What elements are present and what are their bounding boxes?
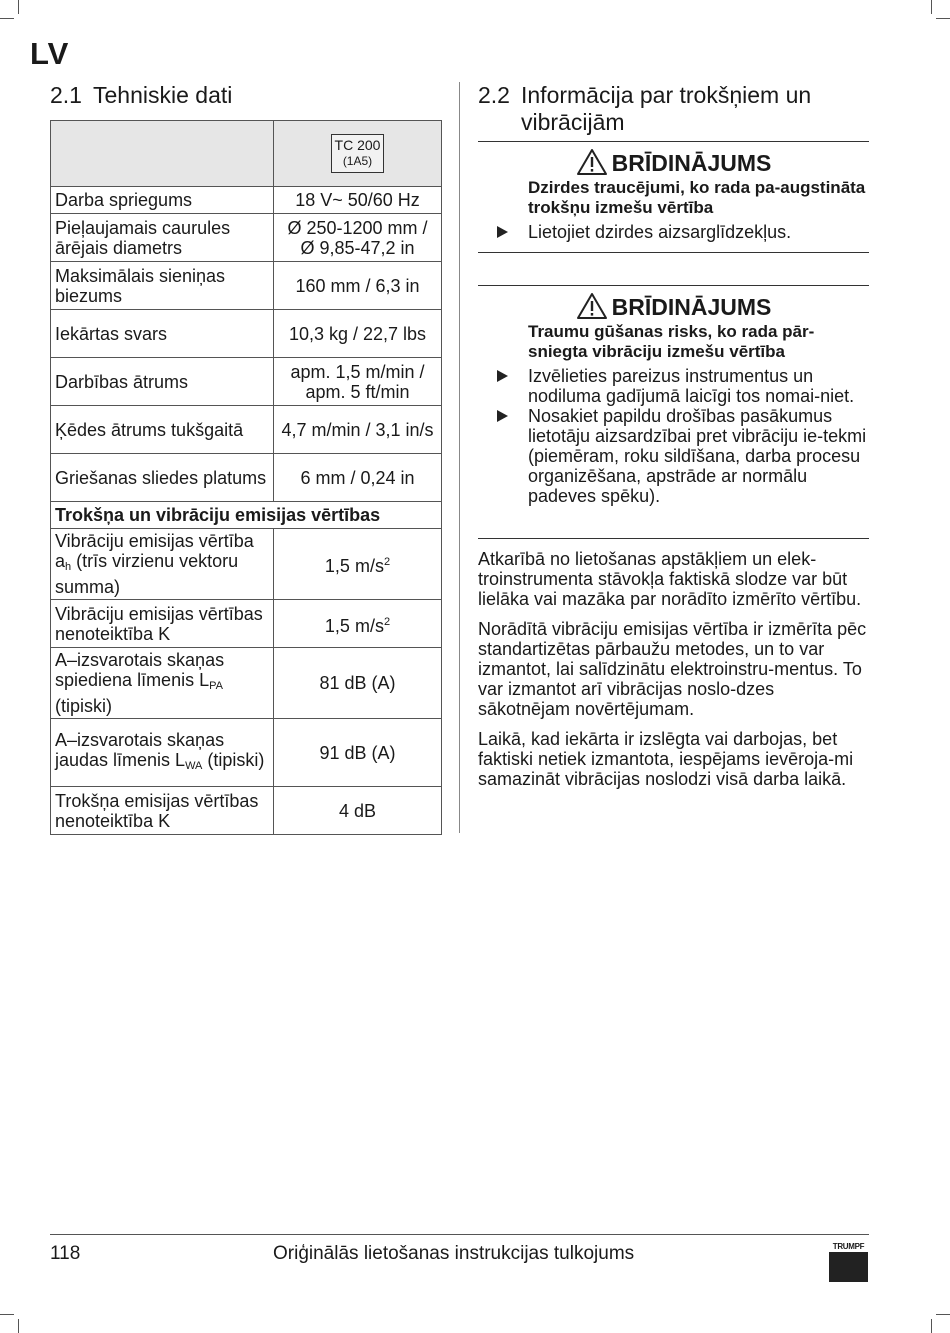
bullet-triangle-icon: [497, 370, 508, 382]
crop-mark: [931, 1319, 932, 1333]
paragraph: Atkarībā no lietošanas apstākļiem un elek-troinstrumenta stāvokļa faktiskā slodze var būt lielāka vai mazāka par norādīto izmērīto vērtību.: [478, 549, 862, 609]
value-text: 1,5 m/s: [324, 615, 384, 636]
warning-list: [478, 222, 869, 242]
label-text: Vibrāciju emisijas vērtības nenoteiktība K: [55, 603, 263, 644]
value-text: 91 dB (A): [319, 742, 396, 763]
logo-text: TRUMPF: [832, 1242, 865, 1251]
paragraph: Norādītā vibrāciju emisijas vērtība ir izmērīta pēc standartizētas pārbaužu metodes, un to var izmantot, lai salīdzinātu elektroinstru-mentus. To var izmantot arī vibrācijas noslo-dzes sākotnējam novērtējumam.: [478, 619, 867, 719]
bullet-triangle-icon: [497, 226, 508, 238]
crop-mark: [931, 0, 932, 14]
spec-value: 6 mm / 0,24 in: [274, 454, 442, 502]
group-header: Trokšņa un vibrāciju emisijas vērtības: [51, 502, 442, 529]
label-text: Vibrāciju emisijas vērtība a: [55, 531, 254, 571]
table-header-row: [51, 121, 442, 187]
table-row: [51, 358, 442, 406]
warning-subheading: Dzirdes traucējumi, ko rada pa-augstināta trokšņu izmešu vērtība: [528, 178, 866, 217]
warning-triangle-icon: [576, 148, 608, 176]
spec-label: Darbības ātrums: [51, 358, 274, 406]
emission-value: [274, 719, 442, 787]
technical-data-table: [50, 120, 442, 835]
model-name: TC 200: [334, 137, 381, 153]
label-subscript: PA: [209, 680, 223, 692]
spec-value: Ø 250-1200 mm / Ø 9,85-47,2 in: [274, 214, 442, 262]
emission-value: [274, 648, 442, 719]
footer-title: Oriģinālās lietošanas instrukcijas tulkojums: [273, 1243, 635, 1264]
body-text: [478, 549, 869, 799]
footer-divider: [50, 1234, 869, 1235]
logo-block: [829, 1252, 868, 1282]
bullet-triangle-icon: [497, 410, 508, 422]
value-text: 81 dB (A): [319, 673, 396, 693]
warning-box-hearing: [478, 141, 869, 253]
spec-value: 10,3 kg / 22,7 lbs: [274, 310, 442, 358]
warning-item-text: Izvēlieties pareizus instrumentus un nodiluma gadījumā laicīgi tos nomai-niet.: [528, 366, 855, 406]
label-subscript: h: [65, 561, 72, 573]
warning-list-item: [478, 222, 869, 242]
emission-label: [51, 600, 274, 648]
model-code: (1A5): [342, 154, 373, 168]
emission-label: [51, 787, 274, 835]
warning-item-text: Lietojiet dzirdes aizsarglīdzekļus.: [528, 222, 792, 242]
table-row: [51, 454, 442, 502]
spec-label: Ķēdes ātrums tukšgaitā: [51, 406, 274, 454]
spec-label: Iekārtas svars: [51, 310, 274, 358]
section-number: 2.1: [50, 82, 82, 108]
header-empty-cell: [51, 121, 274, 187]
label-subscript: WA: [185, 759, 203, 772]
value-superscript: 2: [383, 615, 391, 628]
label-text: (trīs virzienu vektoru summa): [55, 551, 239, 597]
page-number: 118: [50, 1243, 81, 1264]
table-row: [51, 187, 442, 214]
crop-mark: [18, 1319, 19, 1333]
section-title-noise-vibration: [478, 82, 858, 136]
warning-list-item: [478, 366, 869, 406]
table-row: [51, 719, 442, 787]
spec-label: Pieļaujamais caurules ārējais diametrs: [51, 214, 274, 262]
crop-mark: [0, 18, 14, 19]
emission-label: [51, 719, 274, 787]
warning-triangle-icon: [576, 292, 608, 320]
spec-value: 160 mm / 6,3 in: [274, 262, 442, 310]
value-text: 1,5 m/s: [324, 556, 384, 576]
warning-subheading: Traumu gūšanas risks, ko rada pār-sniegta vibrāciju izmešu vērtība: [528, 322, 815, 361]
label-text: (tipiski): [202, 749, 265, 770]
spec-value: 18 V~ 50/60 Hz: [274, 187, 442, 214]
table-row: [51, 262, 442, 310]
spec-label: Griešanas sliedes platums: [51, 454, 274, 502]
warning-heading-text: BRĪDINĀJUMS: [611, 294, 772, 320]
model-label-box: [331, 134, 385, 173]
section-title-technical-data: [50, 82, 232, 109]
warning-heading: [478, 292, 869, 320]
spec-value: 4,7 m/min / 3,1 in/s: [274, 406, 442, 454]
warning-list-item: [478, 406, 869, 506]
warning-heading: [478, 148, 869, 176]
label-text: A–izsvarotais skaņas spiediena līmenis L: [55, 650, 225, 690]
section-title-line2: vibrācijām: [521, 109, 625, 135]
table-row: [51, 406, 442, 454]
emission-value: [274, 787, 442, 835]
crop-mark: [18, 0, 19, 14]
table-row: [51, 648, 442, 719]
emission-value: [274, 600, 442, 648]
header-model-cell: [274, 121, 442, 187]
warning-list: [478, 366, 869, 506]
table-row: [51, 310, 442, 358]
emission-label: [51, 529, 274, 600]
emission-value: [274, 529, 442, 600]
warning-item-text: Nosakiet papildu drošības pasākumus lietotāju aizsardzībai pret vibrāciju ie-tekmi (piemēram, roku sildīšana, darba procesu organizēšana, apstrāde ar normālu padeves spēku).: [528, 406, 867, 506]
table-group-row: [51, 502, 442, 529]
spec-value: apm. 1,5 m/min / apm. 5 ft/min: [274, 358, 442, 406]
section-title-line1: Informācija par trokšņiem un: [521, 82, 812, 108]
label-text: (tipiski): [55, 696, 112, 716]
table-row: [51, 529, 442, 600]
crop-mark: [0, 1314, 14, 1315]
section-title-text: Tehniskie dati: [93, 82, 233, 108]
spec-label: Maksimālais sieniņas biezums: [51, 262, 274, 310]
trumpf-logo: [829, 1242, 868, 1282]
label-text: Trokšņa emisijas vērtības nenoteiktība K: [55, 790, 259, 831]
label-text: A–izsvarotais skaņas jaudas līmenis L: [55, 729, 225, 770]
table-row: [51, 787, 442, 835]
warning-box-vibration: [478, 285, 869, 539]
spec-label: Darba spriegums: [51, 187, 274, 214]
table-row: [51, 214, 442, 262]
warning-heading-text: BRĪDINĀJUMS: [611, 150, 772, 176]
value-text: 4 dB: [338, 800, 377, 821]
section-number: 2.2: [478, 82, 510, 108]
column-divider: [459, 82, 460, 833]
value-superscript: 2: [383, 556, 391, 568]
language-code: LV: [30, 36, 70, 71]
crop-mark: [936, 1314, 950, 1315]
paragraph: Laikā, kad iekārta ir izslēgta vai darbojas, bet faktiski netiek izmantota, iespējams ievēroja-mi samazināt vibrācijas noslodzi visā darba laikā.: [478, 729, 854, 789]
table-row: [51, 600, 442, 648]
crop-mark: [936, 18, 950, 19]
emission-label: [51, 648, 274, 719]
